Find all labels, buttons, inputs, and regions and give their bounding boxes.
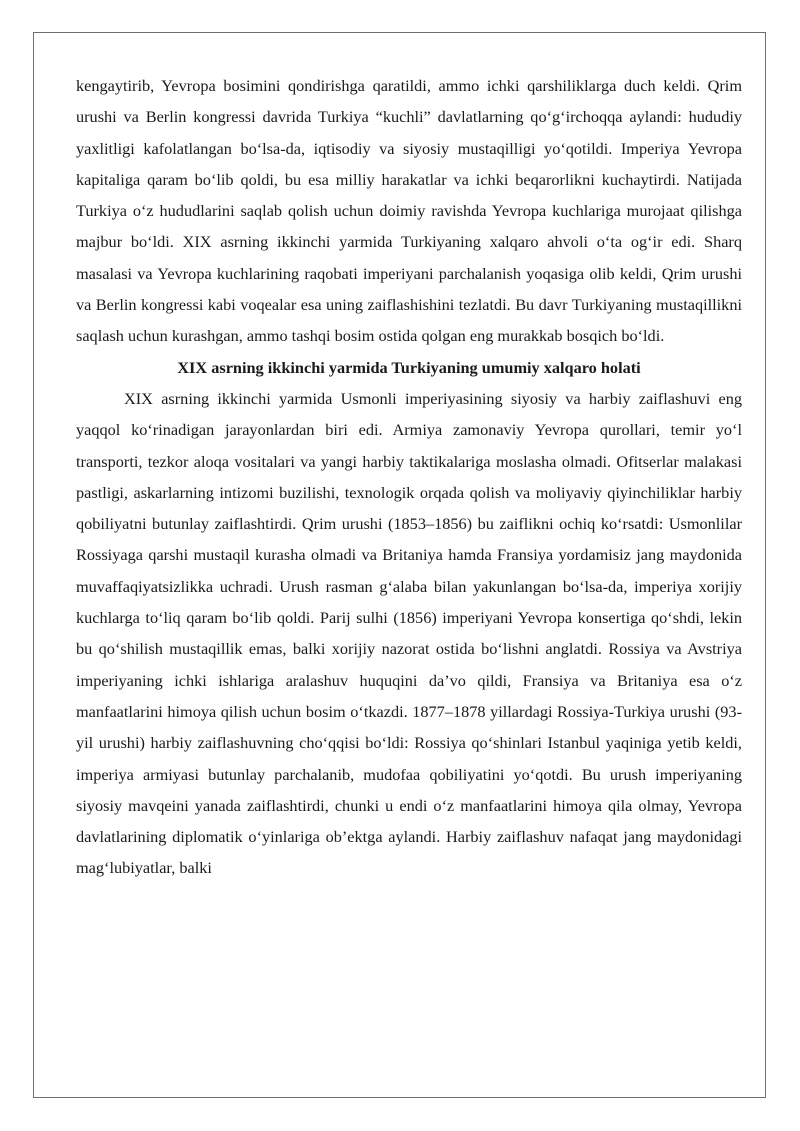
paragraph: XIX asrning ikkinchi yarmida Usmonli imperiyasining siyosiy va harbiy zaiflashuvi eng yaqqol ko‘rinadigan jarayonlardan biri edi. Armiya zamonaviy Yevropa qurollari, temir yo‘l transporti, tezkor aloqa vositalari va yangi harbiy taktikalariga moslasha olmadi. Ofitserlar malakasi pastligi, askarlarning intizomi buzilishi, texnologik orqada qolish va moliyaviy qiyinchiliklar harbiy qobiliyatni butunlay zaiflashtirdi. Qrim urushi (1853–1856) bu zaiflikni ochiq ko‘rsatdi: Usmonlilar Rossiyaga qarshi mustaqil kurasha olmadi va Britaniya hamda Fransiya yordamisiz jang maydonida muvaffaqiyatsizlikka uchradi. Urush rasman g‘alaba bilan yakunlangan bo‘lsa-da, imperiya xorijiy kuchlarga to‘liq qaram bo‘lib qoldi. Parij sulhi (1856) imperiyani Yevropa konsertiga qo‘shdi, lekin bu qo‘shilish mustaqillik emas, balki xorijiy nazorat ostida bo‘lishni anglatdi. Rossiya va Avstriya imperiyaning ichki ishlariga aralashuv huquqini da’vo qildi, Fransiya va Britaniya esa o‘z manfaatlarini himoya qilish uchun bosim o‘tkazdi. 1877–1878 yillardagi Rossiya-Turkiya urushi (93-yil urushi) harbiy zaiflashuvning cho‘qqisi bo‘ldi: Rossiya qo‘shinlari Istanbul yaqiniga yetib keldi, imperiya armiyasi butunlay parchalanib, mudofaa qobiliyatini yo‘qotdi. Bu urush imperiyaning siyosiy mavqeini yanada zaiflashtirdi, chunki u endi o‘z manfaatlarini himoya qila olmay, Yevropa davlatlarining diplomatik o‘yinlariga ob’ektga aylandi. Harbiy zaiflashuv nafaqat jang maydonidagi mag‘lubiyatlar, balki <box>76 388 742 878</box>
section-heading: XIX asrning ikkinchi yarmida Turkiyaning umumiy xalqaro holati <box>177 357 641 377</box>
document-body <box>76 70 742 884</box>
paragraph: kengaytirib, Yevropa bosimini qondirishga qaratildi, ammo ichki qarshiliklarga duch keldi. Qrim urushi va Berlin kongressi davrida Turkiya “kuchli” davlatlarning qo‘g‘irchoqqa aylandi: hududiy yaxlitligi kafolatlangan bo‘lsa-da, iqtisodiy va siyosiy mustaqilligi yo‘qotildi. Imperiya Yevropa kapitaliga qaram bo‘lib qoldi, bu esa milliy harakatlar va ichki beqarorlikni kuchaytirdi. Natijada Turkiya o‘z hududlarini saqlab qolish uchun doimiy ravishda Yevropa kuchlariga murojaat qilishga majbur bo‘ldi. XIX asrning ikkinchi yarmida Turkiyaning xalqaro ahvoli o‘ta og‘ir edi. Sharq masalasi va Yevropa kuchlarining raqobati imperiyani parchalanish yoqasiga olib keldi, Qrim urushi va Berlin kongressi kabi voqealar esa uning zaiflashishini tezlatdi. Bu davr Turkiyaning mustaqillikni saqlash uchun kurashgan, ammo tashqi bosim ostida qolgan eng murakkab bosqich bo‘ldi. <box>76 76 742 346</box>
